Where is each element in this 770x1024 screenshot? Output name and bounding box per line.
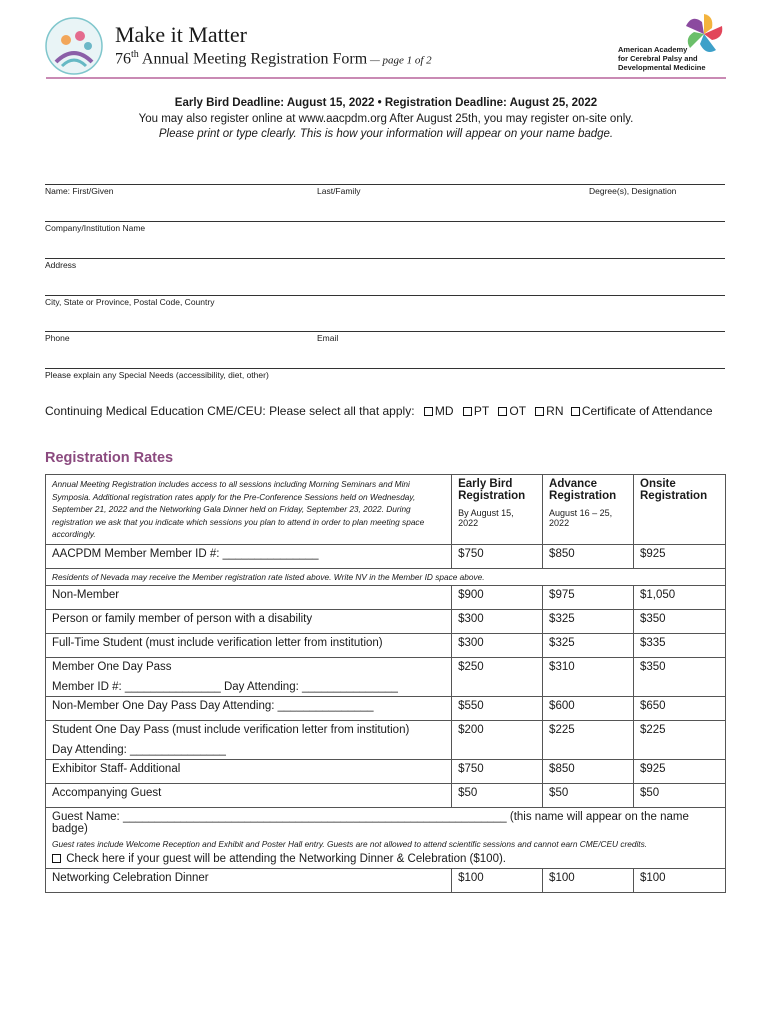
degree-label: Degree(s), Designation xyxy=(589,186,677,196)
guest-note: Guest rates include Welcome Reception and Exhibit and Poster Hall entry. Guests are not allowed to attend scientific sessions and cannot earn CME/CEU credits. xyxy=(52,838,648,849)
table-row[interactable]: Student One Day Pass (must include verification letter from institution) Day Attending: _______________ $200 $225 $225 xyxy=(46,720,726,759)
checkbox-ot[interactable] xyxy=(498,407,507,416)
checkbox-rn[interactable] xyxy=(535,407,544,416)
table-row[interactable]: AACPDM Member Member ID #: _______________ $750 $850 $925 xyxy=(46,544,726,568)
table-row[interactable]: Person or family member of person with a disability $300 $325 $350 xyxy=(46,609,726,633)
guest-dinner-checkbox[interactable] xyxy=(52,854,61,863)
last-name-label: Last/Family xyxy=(317,186,361,196)
page-title: Make it Matter xyxy=(115,22,247,47)
table-header-row xyxy=(46,475,726,545)
table-row[interactable]: Member One Day Pass Member ID #: _______________ Day Attending: _______________ $250 $310 $350 xyxy=(46,657,726,696)
print-instructions: Please print or type clearly. This is how your information will appear on your name badge. xyxy=(158,128,614,140)
email-label: Email xyxy=(317,333,339,343)
city-field-line[interactable] xyxy=(45,295,725,296)
address-field-line[interactable] xyxy=(45,258,725,259)
onsite-header: Onsite Registration xyxy=(634,475,726,545)
registration-rates-table xyxy=(45,474,726,893)
company-field-line[interactable] xyxy=(45,221,725,222)
table-row[interactable]: Non-Member $900 $975 $1,050 xyxy=(46,585,726,609)
checkbox-pt[interactable] xyxy=(463,407,472,416)
header-divider xyxy=(46,77,726,79)
table-row[interactable]: Exhibitor Staff- Additional $750 $850 $925 xyxy=(46,759,726,783)
guest-name-field[interactable]: Guest Name: ____________________________________________________________ (this name will appear on the name badge) xyxy=(52,810,689,835)
form-subtitle: 76th Annual Meeting Registration Form — page 1 of 2 xyxy=(115,49,432,68)
table-row[interactable]: Full-Time Student (must include verification letter from institution) $300 $325 $335 xyxy=(46,633,726,657)
table-row[interactable]: Accompanying Guest $50 $50 $50 xyxy=(46,783,726,807)
checkbox-md[interactable] xyxy=(424,407,433,416)
table-row[interactable]: Networking Celebration Dinner $100 $100 $100 xyxy=(46,868,726,892)
cme-selection: Continuing Medical Education CME/CEU: Please select all that apply: MD PT OT RN Certificate of Attendance xyxy=(45,404,713,418)
first-name-label: Name: First/Given xyxy=(45,186,114,196)
online-registration-note: You may also register online at www.aacpdm.org After August 25th, you may register on-site only. xyxy=(138,113,634,125)
rates-intro: Annual Meeting Registration includes access to all sessions including Morning Seminars and Mini Symposia. Additional registration rates apply for the Pre-Conference Sessions held on Wednesday, September 21, 2022 and the Networking Gala Dinner held on Friday, September 23, 2022. During registration we ask that you indicate which sessions you plan to attend in order to plan meeting space accordingly. xyxy=(46,475,452,545)
address-label: Address xyxy=(45,260,77,270)
deadline-line: Early Bird Deadline: August 15, 2022 • Registration Deadline: August 25, 2022 xyxy=(174,97,598,109)
city-label: City, State or Province, Postal Code, Country xyxy=(45,297,215,307)
company-label: Company/Institution Name xyxy=(45,223,146,233)
special-needs-label: Please explain any Special Needs (accessibility, diet, other) xyxy=(45,370,269,380)
checkbox-certificate[interactable] xyxy=(571,407,580,416)
special-needs-field-line[interactable] xyxy=(45,368,725,369)
table-row[interactable]: Non-Member One Day Pass Day Attending: _______________ $550 $600 $650 xyxy=(46,696,726,720)
early-bird-header: Early Bird Registration By August 15, 2022 xyxy=(452,475,543,545)
phone-label: Phone xyxy=(45,333,70,343)
guest-details-row[interactable]: Guest Name: ____________________________________________________________ (this name will appear on the name badge) Guest rates include Welcome Reception and Exhibit and Poster Hall entry. Guests are not allowed to attend scientific sessions and cannot earn CME/CEU credits. Check here if your guest will be attending the Networking Dinner & Celebration ($100). xyxy=(46,807,726,868)
org-name: American Academy for Cerebral Palsy and Developmental Medicine xyxy=(618,45,706,72)
make-it-matter-logo xyxy=(44,14,104,78)
phone-field-line[interactable] xyxy=(45,331,725,332)
name-field-line[interactable] xyxy=(45,184,725,185)
registration-rates-heading: Registration Rates xyxy=(45,450,174,466)
nevada-note-row: Residents of Nevada may receive the Member registration rate listed above. Write NV in the Member ID space above. xyxy=(46,568,726,585)
advance-header: Advance Registration August 16 – 25, 2022 xyxy=(543,475,634,545)
